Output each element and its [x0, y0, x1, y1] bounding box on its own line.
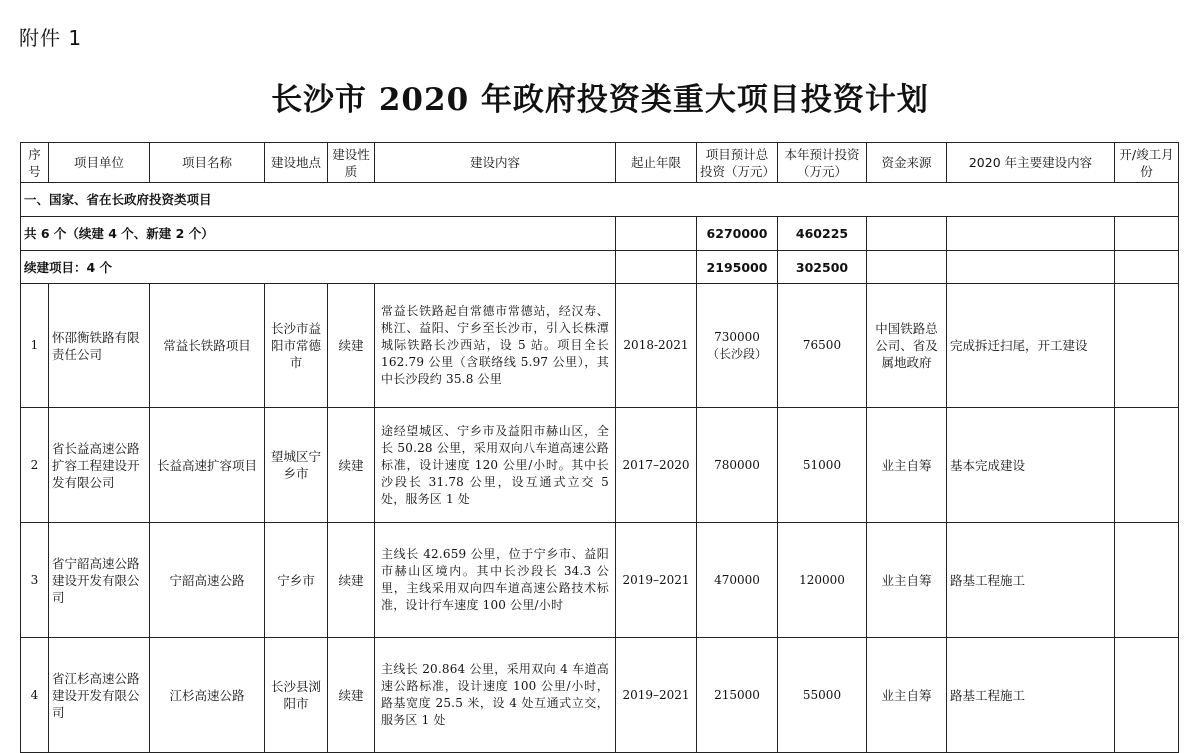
summary-row	[21, 217, 1179, 251]
project-row	[21, 408, 1179, 523]
investment-plan-table	[20, 142, 1179, 753]
project-unit: 省长益高速公路扩容工程建设开发有限公司	[49, 408, 150, 523]
subtotal-total: 2195000	[697, 251, 778, 284]
project-row	[21, 523, 1179, 638]
subtotal-funding	[867, 251, 947, 284]
project-period: 2019–2021	[616, 638, 697, 753]
project-year: 55000	[778, 638, 867, 753]
subtotal-main-work	[947, 251, 1115, 284]
project-main-work: 完成拆迁扫尾，开工建设	[947, 284, 1115, 408]
header-seq: 序号	[21, 143, 49, 183]
project-main-work: 基本完成建设	[947, 408, 1115, 523]
project-funding: 业主自筹	[867, 638, 947, 753]
project-content: 常益长铁路起自常德市常德站，经汉寿、桃江、益阳、宁乡至长沙市，引入长株潭城际铁路长沙西站，设 5 站。项目全长 162.79 公里（含联络线 5.97 公里），其中长沙段约 35.8 公里	[375, 284, 616, 408]
project-name: 江杉高速公路	[150, 638, 265, 753]
project-main-work: 路基工程施工	[947, 638, 1115, 753]
project-name: 常益长铁路项目	[150, 284, 265, 408]
project-year: 120000	[778, 523, 867, 638]
project-total: 470000	[697, 523, 778, 638]
project-nature: 续建	[328, 523, 375, 638]
project-funding: 业主自筹	[867, 523, 947, 638]
project-content: 主线长 42.659 公里，位于宁乡市、益阳市赫山区境内。其中长沙段长 34.3 公里，主线采用双向四车道高速公路技术标准，设计行车速度 100 公里/小时	[375, 523, 616, 638]
summary-label: 共 6 个（续建 4 个、新建 2 个）	[21, 217, 616, 251]
header-content: 建设内容	[375, 143, 616, 183]
project-location: 望城区宁乡市	[265, 408, 328, 523]
project-unit: 怀邵衡铁路有限责任公司	[49, 284, 150, 408]
project-funding: 中国铁路总公司、省及属地政府	[867, 284, 947, 408]
summary-year: 460225	[778, 217, 867, 251]
project-funding: 业主自筹	[867, 408, 947, 523]
header-location: 建设地点	[265, 143, 328, 183]
project-total-note: （长沙段）	[706, 346, 767, 361]
attachment-label: 附件 1	[19, 26, 83, 50]
header-year-invest: 本年预计投资（万元）	[778, 143, 867, 183]
project-content: 途经望城区、宁乡市及益阳市赫山区，全长 50.28 公里，采用双向八车道高速公路标准，设计速度 120 公里/小时。其中长沙段长 31.78 公里，设互通式立交 5 处，服务区 1 处	[375, 408, 616, 523]
project-main-work: 路基工程施工	[947, 523, 1115, 638]
header-nature: 建设性质	[328, 143, 375, 183]
summary-main-work	[947, 217, 1115, 251]
project-seq: 1	[21, 284, 49, 408]
project-period: 2019–2021	[616, 523, 697, 638]
document-title: 长沙市 2020 年政府投资类重大项目投资计划	[271, 82, 929, 118]
project-month	[1115, 523, 1179, 638]
subtotal-period	[616, 251, 697, 284]
project-seq: 4	[21, 638, 49, 753]
project-seq: 2	[21, 408, 49, 523]
project-location: 宁乡市	[265, 523, 328, 638]
project-content: 主线长 20.864 公里，采用双向 4 车道高速公路标准，设计速度 100 公里/小时，路基宽度 25.5 米，设 4 处互通式立交，服务区 1 处	[375, 638, 616, 753]
project-row	[21, 638, 1179, 753]
subtotal-row	[21, 251, 1179, 284]
project-total-value: 730000	[714, 329, 760, 344]
project-year: 51000	[778, 408, 867, 523]
header-unit: 项目单位	[49, 143, 150, 183]
project-year: 76500	[778, 284, 867, 408]
project-month	[1115, 408, 1179, 523]
project-total	[697, 284, 778, 408]
section-row	[21, 183, 1179, 217]
project-seq: 3	[21, 523, 49, 638]
subtotal-year: 302500	[778, 251, 867, 284]
header-row	[21, 143, 1179, 183]
summary-funding	[867, 217, 947, 251]
project-total: 215000	[697, 638, 778, 753]
project-nature: 续建	[328, 284, 375, 408]
project-nature: 续建	[328, 638, 375, 753]
subtotal-label: 续建项目：4 个	[21, 251, 616, 284]
summary-month	[1115, 217, 1179, 251]
header-total-invest: 项目预计总投资（万元）	[697, 143, 778, 183]
project-month	[1115, 284, 1179, 408]
project-nature: 续建	[328, 408, 375, 523]
header-month: 开/竣工月份	[1115, 143, 1179, 183]
project-period: 2017–2020	[616, 408, 697, 523]
project-total: 780000	[697, 408, 778, 523]
header-funding: 资金来源	[867, 143, 947, 183]
header-main-work: 2020 年主要建设内容	[947, 143, 1115, 183]
summary-total: 6270000	[697, 217, 778, 251]
project-row	[21, 284, 1179, 408]
section-label: 一、国家、省在长政府投资类项目	[21, 183, 1179, 217]
project-location: 长沙县浏阳市	[265, 638, 328, 753]
subtotal-month	[1115, 251, 1179, 284]
header-period: 起止年限	[616, 143, 697, 183]
project-name: 宁韶高速公路	[150, 523, 265, 638]
project-unit: 省江杉高速公路建设开发有限公司	[49, 638, 150, 753]
project-unit: 省宁韶高速公路建设开发有限公司	[49, 523, 150, 638]
project-name: 长益高速扩容项目	[150, 408, 265, 523]
project-period: 2018-2021	[616, 284, 697, 408]
header-name: 项目名称	[150, 143, 265, 183]
project-location: 长沙市益阳市常德市	[265, 284, 328, 408]
summary-period	[616, 217, 697, 251]
project-month	[1115, 638, 1179, 753]
